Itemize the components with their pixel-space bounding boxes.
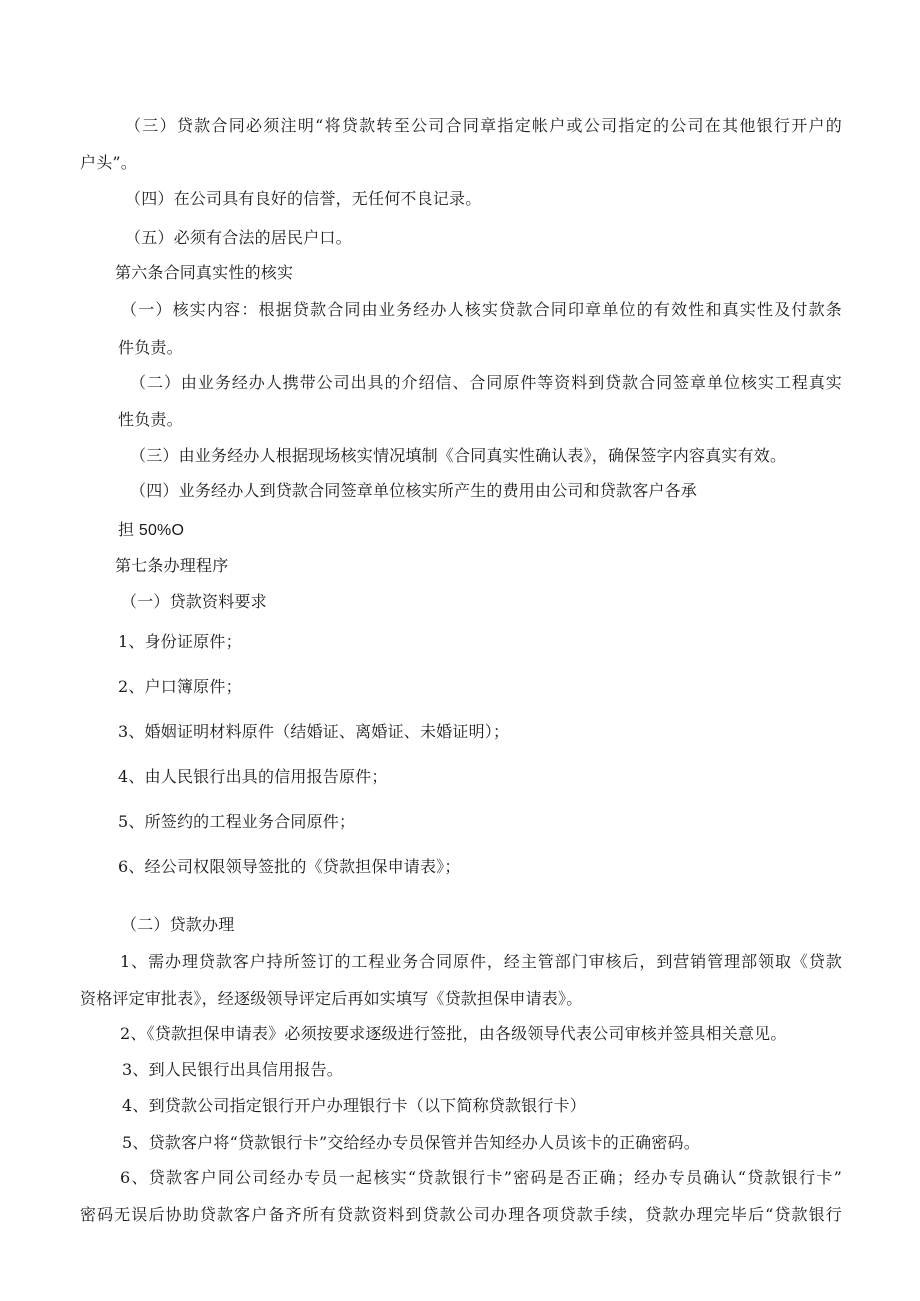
paragraph-line: 1、需办理贷款客户持所签订的工程业务合同原件，经主管部门审核后，到营销管理部领取《贷款 [120, 952, 842, 971]
paragraph-line: （二）由业务经办人携带公司出具的介绍信、合同原件等资料到贷款合同签章单位核实工程真实 [130, 373, 842, 392]
list-item: 6、经公司权限领导签批的《贷款担保申请表》； [118, 857, 461, 876]
paragraph-line: 2、《贷款担保申请表》必须按要求逐级进行签批，由各级领导代表公司审核并签具相关意见。 [120, 1024, 787, 1043]
paragraph-line: 资格评定审批表》，经逐级领导评定后再如实填写《贷款担保申请表》。 [80, 989, 583, 1008]
subsection-heading: （一）贷款资料要求 [121, 592, 267, 611]
list-item: 1、身份证原件； [118, 632, 242, 651]
paragraph-line: 5、贷款客户将“贷款银行卡”交给经办专员保管并告知经办人员该卡的正确密码。 [122, 1133, 700, 1152]
paragraph-line: 担 50%O [118, 522, 185, 539]
list-item: 3、婚姻证明材料原件（结婚证、离婚证、未婚证明）； [118, 722, 510, 741]
list-item: 5、所签约的工程业务合同原件； [118, 812, 356, 831]
subsection-heading: （二）贷款办理 [121, 915, 235, 934]
paragraph-line: （四）业务经办人到贷款合同签章单位核实所产生的费用由公司和贷款客户各承 [130, 481, 698, 500]
paragraph-line: （五）必须有合法的居民户口。 [125, 228, 352, 247]
section-heading: 第七条办理程序 [115, 556, 229, 575]
paragraph-line: 件负责。 [118, 338, 183, 357]
paragraph-line: （四）在公司具有良好的信誉，无任何不良记录。 [125, 189, 482, 208]
list-item: 2、户口簿原件； [118, 677, 242, 696]
paragraph-line: 户头”。 [80, 153, 137, 172]
section-heading: 第六条合同真实性的核实 [115, 263, 294, 282]
list-item: 4、由人民银行出具的信用报告原件； [118, 767, 388, 786]
paragraph-line: （一）核实内容：根据贷款合同由业务经办人核实贷款合同印章单位的有效性和真实性及付款条 [121, 300, 842, 319]
paragraph-line: 性负责。 [118, 410, 183, 429]
paragraph-line: 4、到贷款公司指定银行开户办理银行卡（以下简称贷款银行卡） [122, 1096, 586, 1115]
paragraph-line: 6、贷款客户同公司经办专员一起核实“贷款银行卡”密码是否正确；经办专员确认“贷款银行卡” [120, 1168, 842, 1187]
paragraph-line: 密码无误后协助贷款客户备齐所有贷款资料到贷款公司办理各项贷款手续，贷款办理完毕后“贷款银行 [80, 1205, 842, 1224]
paragraph-line: （三）贷款合同必须注明“将贷款转至公司合同章指定帐户或公司指定的公司在其他银行开户的 [125, 116, 842, 135]
paragraph-line: 3、到人民银行出具信用报告。 [122, 1060, 343, 1079]
paragraph-line: （三）由业务经办人根据现场核实情况填制《合同真实性确认表》，确保签字内容真实有效。 [130, 446, 787, 465]
